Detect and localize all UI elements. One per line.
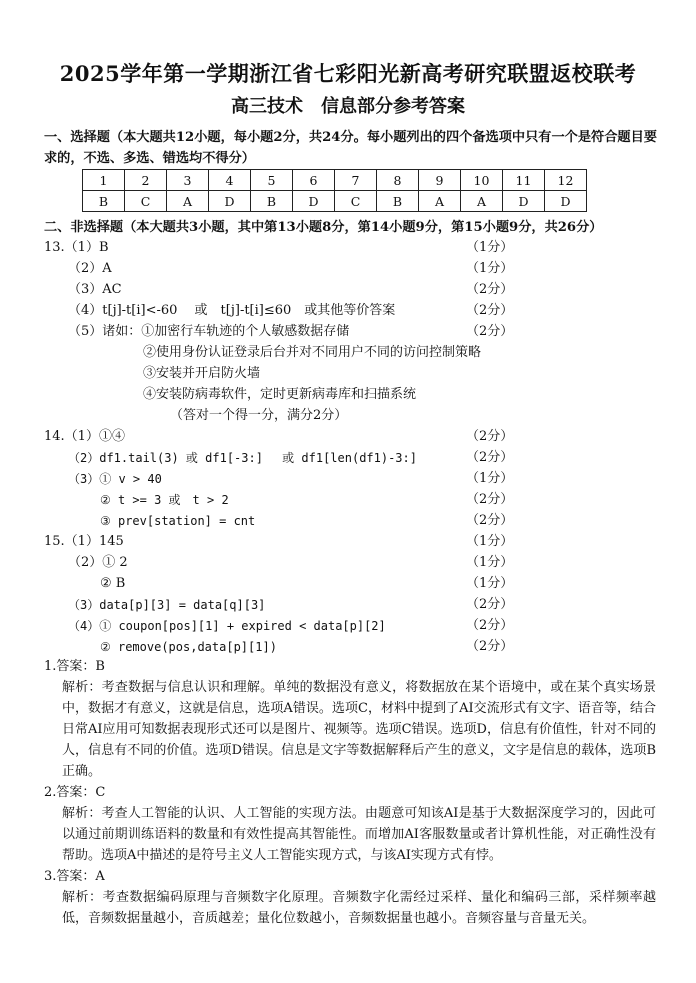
answer-line: ② B <box>100 576 126 591</box>
explanation-block <box>44 656 656 929</box>
answer-line: ② remove(pos,data[p][1]) <box>100 640 277 654</box>
explanation-analysis: 解析：考查人工智能的认识、人工智能的实现方法。由题意可知该AI是基于大数据深度学习的，因此可以通过前期训练语料的数量和有效性提高其智能性。而增加AI客服数量或者计算机性能，对正确性没有帮助。选项A中描述的是符号主义人工智能实现方式，与该AI实现方式有悖。 <box>62 806 656 863</box>
table-cell: D <box>545 191 587 212</box>
score-label: （2分） <box>466 639 514 654</box>
answer-line: （3）① v > 40 <box>68 472 162 486</box>
score-label: （2分） <box>466 450 514 465</box>
answer-line: （4）t[j]-t[i]<-60 或 t[j]-t[i]≤60 或其他等价答案 <box>68 303 396 318</box>
table-cell: B <box>377 191 419 212</box>
score-label: （2分） <box>466 429 514 444</box>
score-label: （2分） <box>466 597 514 612</box>
answer-line: （4）① coupon[pos][1] + expired < data[p][2] <box>68 619 386 633</box>
table-cell: 12 <box>545 170 587 191</box>
answer-line: 15.（1）145 <box>44 534 124 549</box>
score-label: （1分） <box>466 534 514 549</box>
table-cell: B <box>251 191 293 212</box>
answer-line: （5）诸如：①加密行车轨迹的个人敏感数据存储 <box>68 324 350 339</box>
table-cell: 6 <box>293 170 335 191</box>
answer-line: ③ prev[station] = cnt <box>100 514 256 528</box>
answer-line: ②使用身份认证登录后台并对不同用户不同的访问控制策略 <box>143 345 482 360</box>
table-cell: A <box>419 191 461 212</box>
table-cell: C <box>125 191 167 212</box>
score-label: （2分） <box>466 492 514 507</box>
table-cell: A <box>167 191 209 212</box>
answer-line: （2）A <box>68 261 112 276</box>
table-cell: 1 <box>83 170 125 191</box>
explanation-analysis: 解析：考查数据与信息认识和理解。单纯的数据没有意义，将数据放在某个语境中，或在某个真实场景中，数据才有意义，这就是信息，选项A错误。选项C，材料中提到了AI交流形式有文字、语音等，结合日常AI应用可知数据表现形式还可以是图片、视频等。选项C错误。选项D，信息有价值性，针对不同的人，信息有不同的价值。选项D错误。信息是文字等数据解释后产生的意义，文字是信息的载体，选项B正确。 <box>62 680 656 779</box>
score-label: （2分） <box>466 282 514 297</box>
explanation-answer: 2.答案：C <box>44 785 106 800</box>
page-subtitle: 高三技术 信息部分参考答案 <box>231 96 465 117</box>
score-label: （2分） <box>466 513 514 528</box>
table-cell: D <box>503 191 545 212</box>
score-label: （1分） <box>466 555 514 570</box>
answer-table-number-row <box>83 170 587 191</box>
answer-line: ② t >= 3 或 t > 2 <box>100 493 229 507</box>
table-cell: 3 <box>167 170 209 191</box>
answer-line: 13.（1）B <box>44 240 109 255</box>
answer-line: ④安装防病毒软件，定时更新病毒库和扫描系统 <box>143 387 417 402</box>
table-cell: 9 <box>419 170 461 191</box>
section2-heading: 二、非选择题（本大题共3小题，其中第13小题8分，第14小题9分，第15小题9分，共26分） <box>44 220 603 235</box>
score-label: （1分） <box>466 471 514 486</box>
table-cell: A <box>461 191 503 212</box>
explanation-answer: 3.答案：A <box>44 869 105 884</box>
table-cell: C <box>335 191 377 212</box>
table-cell: 2 <box>125 170 167 191</box>
page-title: 2025学年第一学期浙江省七彩阳光新高考研究联盟返校联考 <box>59 61 637 86</box>
score-label: （2分） <box>466 303 514 318</box>
score-label: （1分） <box>466 240 514 255</box>
score-label: （1分） <box>466 261 514 276</box>
answer-line: （3）AC <box>68 282 122 297</box>
table-cell: D <box>293 191 335 212</box>
table-cell: 7 <box>335 170 377 191</box>
table-cell: 11 <box>503 170 545 191</box>
answer-line: ③安装并开启防火墙 <box>143 366 261 381</box>
score-label: （1分） <box>466 576 514 591</box>
section1-heading: 一、选择题（本大题共12小题，每小题2分，共24分。每小题列出的四个备选项中只有一个是符合题目要求的，不选、多选、错选均不得分） <box>44 130 657 166</box>
answer-table-answer-row <box>83 191 587 212</box>
answer-line: （2）df1.tail(3) 或 df1[-3:] 或 df1[len(df1)-3:] <box>68 451 417 465</box>
explanation-analysis: 解析：考查数据编码原理与音频数字化原理。音频数字化需经过采样、量化和编码三部，采样频率越低，音频数据量越小，音质越差；量化位数越小，音频数据量也越小。音频容量与音量无关。 <box>62 890 656 926</box>
score-label: （2分） <box>466 618 514 633</box>
table-cell: 10 <box>461 170 503 191</box>
explanation-answer: 1.答案：B <box>44 659 105 674</box>
table-cell: 8 <box>377 170 419 191</box>
table-cell: 5 <box>251 170 293 191</box>
answer-table <box>82 169 587 212</box>
answer-note: （答对一个得一分，满分2分） <box>170 408 348 423</box>
answer-line: （2）① 2 <box>68 555 128 570</box>
table-cell: 4 <box>209 170 251 191</box>
answer-line: （3）data[p][3] = data[q][3] <box>68 598 266 612</box>
score-label: （2分） <box>466 324 514 339</box>
answer-line: 14.（1）①④ <box>44 429 125 444</box>
table-cell: D <box>209 191 251 212</box>
table-cell: B <box>83 191 125 212</box>
